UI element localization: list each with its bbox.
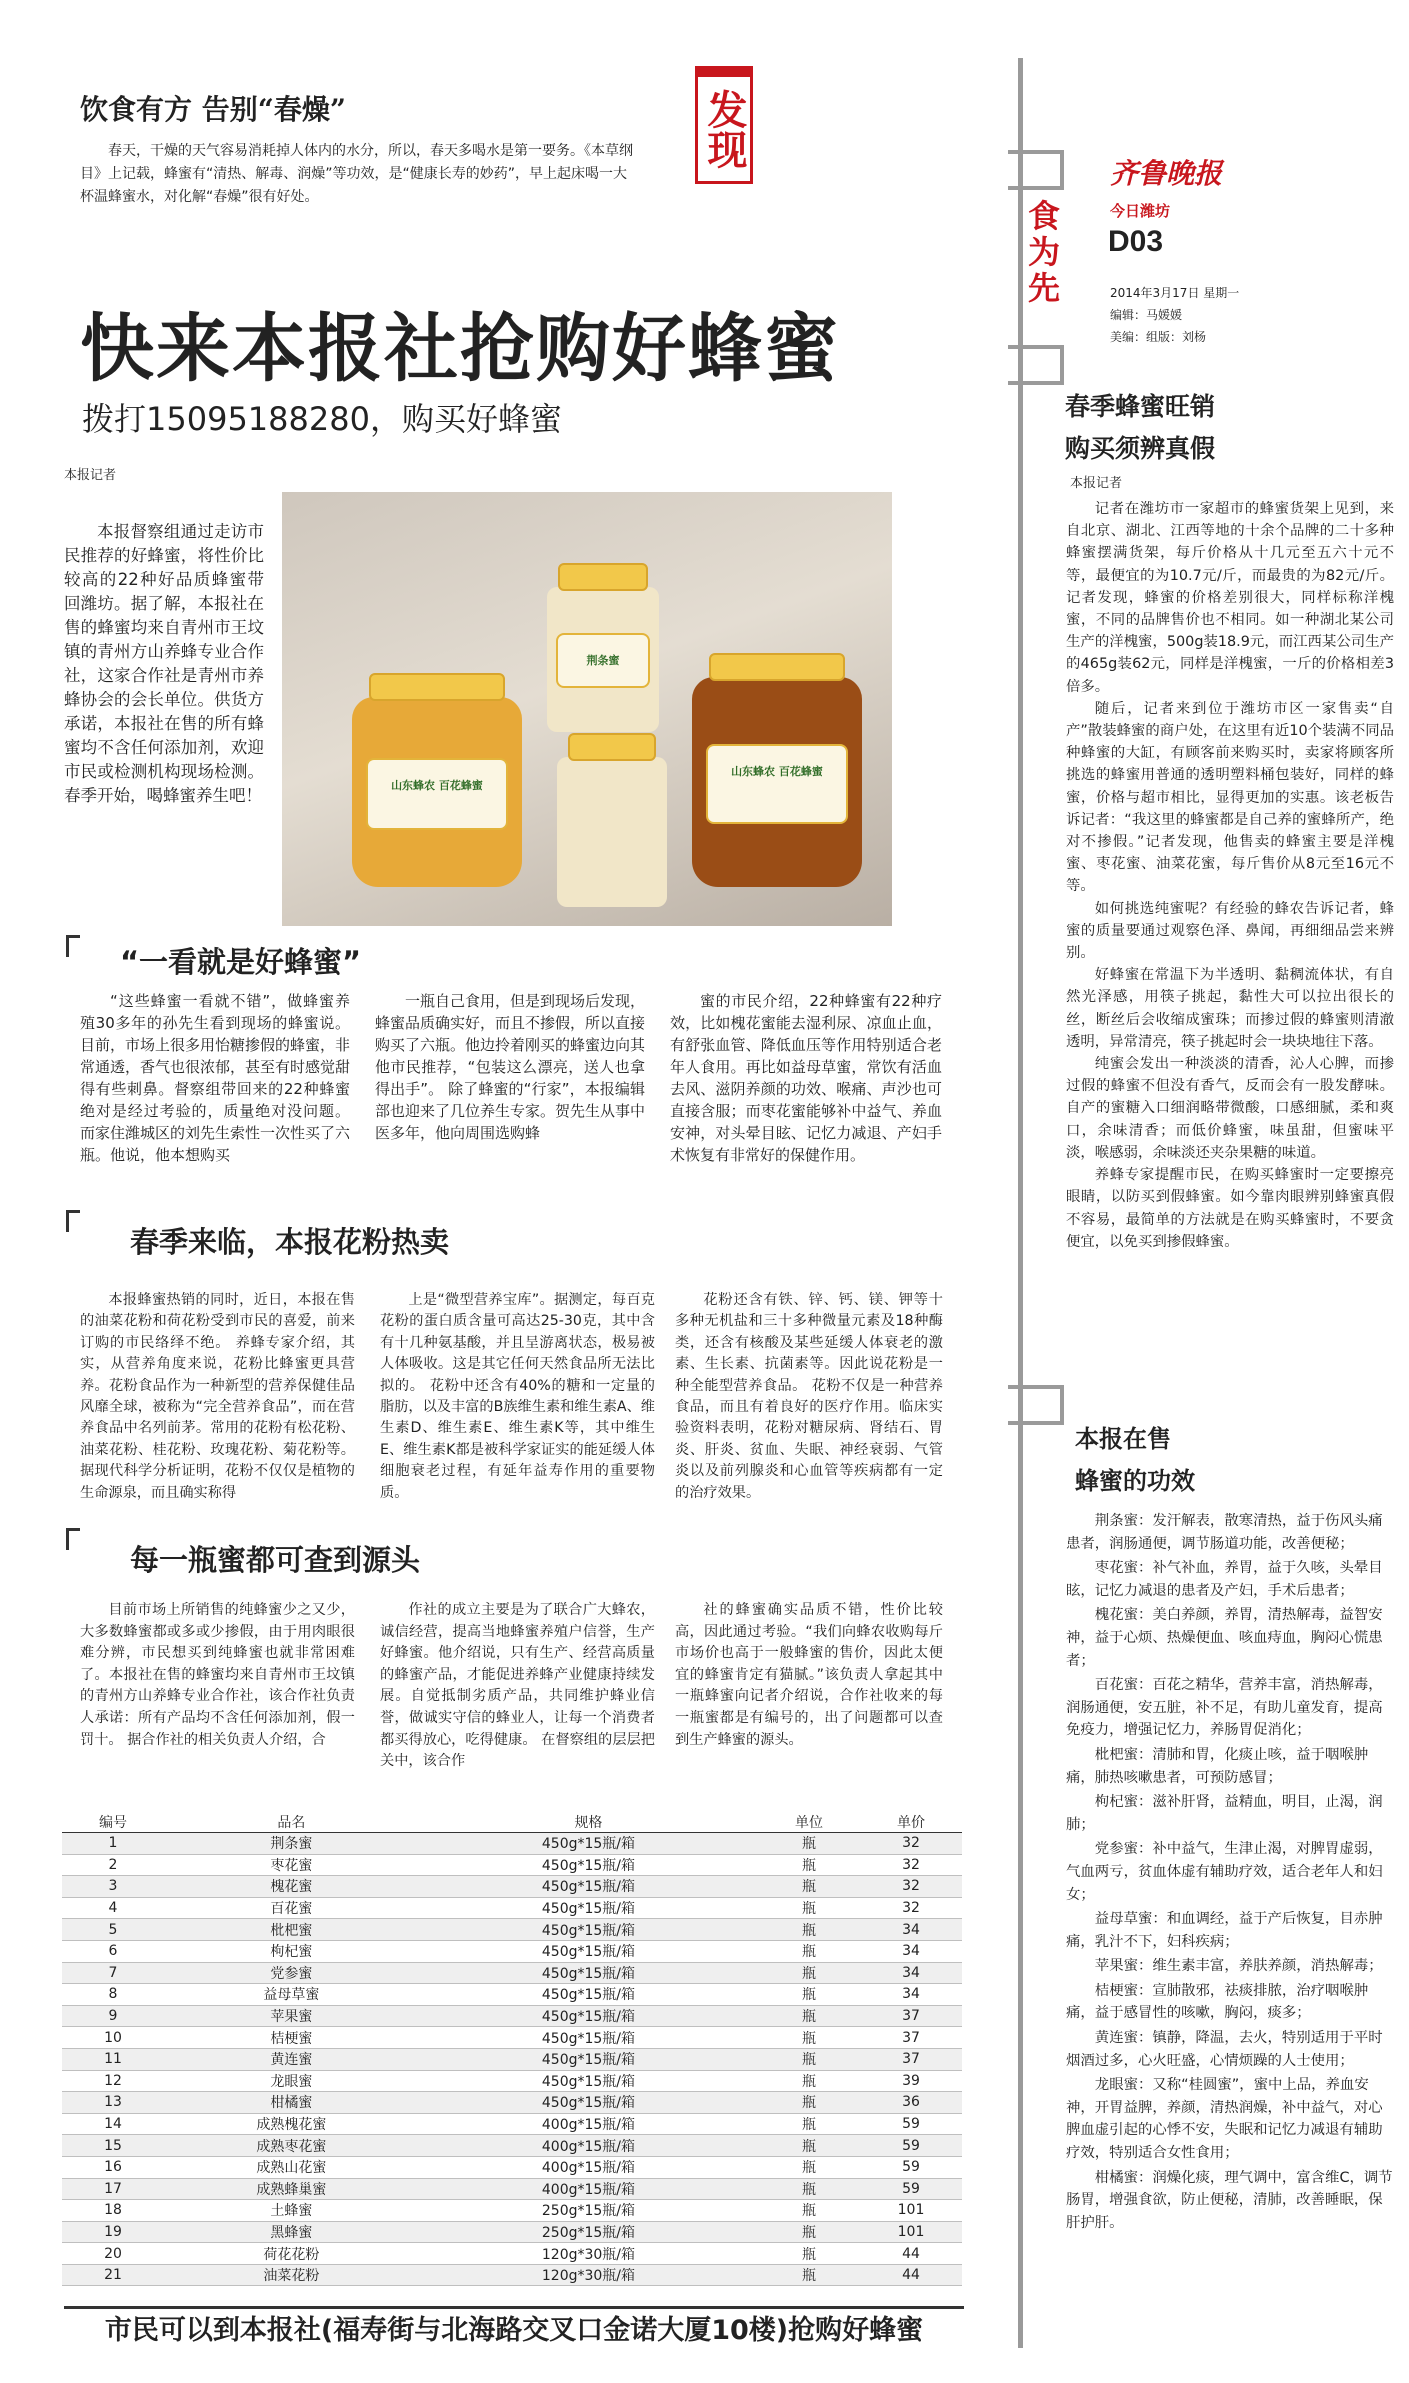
table-cell: 瓶 [758,1833,860,1855]
table-body [62,1833,962,2286]
section-col: 作社的成立主要是为了联合广大蜂农，诚信经营，提高当地蜂蜜养殖户信誉，生产好蜂蜜。他介绍说，只有生产、经营高质量的蜂蜜产品，才能促进养蜂产业健康持续发展。自觉抵制劣质产品，共同维护蜂业信誉，做诚实守信的蜂业人，让每一个消费者都买得放心，吃得健康。 在督察组的层层把关中，该合作 [380,1602,655,1770]
section-vertical-title: 食为先 [1027,197,1060,307]
table-cell: 龙眼蜜 [164,2070,419,2092]
table-cell: 400g*15瓶/箱 [419,2178,758,2200]
section-col: 花粉还含有铁、锌、钙、镁、钾等十多种无机盐和三十多种微量元素及18种酶类，还含有核酸及某些延缓人体衰老的激素、生长素、抗菌素等。因此说花粉是一种全能型营养食品。 花粉不仅是一种营养食品，而且有着良好的医疗作用。临床实验资料表明，花粉对糖尿病、肾结石、胃炎、肝炎、贫血、失眠、神经衰弱、气管炎以及前列腺炎和心血管等疾病都有一定的治疗效果。 [675,1292,943,1501]
table-row [62,2221,962,2243]
table-cell: 15 [62,2135,164,2157]
col-header: 品名 [164,1812,419,1833]
table-cell: 槐花蜜 [164,1876,419,1898]
section-bracket [66,1210,80,1232]
effect-item: 苹果蜜：维生素丰富，养肤养颜，消热解毒； [1094,1958,1383,1975]
table-cell: 益母草蜜 [164,1984,419,2006]
effect-item: 枇杷蜜：清肺和胃，化痰止咳，益于咽喉肿痛，肺热咳嗽患者，可预防感冒； [1066,1746,1369,1786]
section-bracket [66,935,80,957]
table-cell: 瓶 [758,2005,860,2027]
table-cell: 瓶 [758,2200,860,2222]
table-row [62,1833,962,1855]
table-cell: 36 [860,2092,962,2114]
table-cell: 瓶 [758,2156,860,2178]
section-col: 一瓶自己食用，但是到现场后发现，蜂蜜品质确实好，而且不掺假，所以直接购买了六瓶。他边拎着刚买的蜂蜜边向其他市民推荐，“包装这么漂亮，送人也拿得出手”。 除了蜂蜜的“行家”，本报编辑部也迎来了几位养生专家。贺先生从事中医多年，他向周围选购蜂 [375,992,646,1142]
table-cell: 瓶 [758,2178,860,2200]
table-cell: 土蜂蜜 [164,2200,419,2222]
honey-jar [547,587,659,732]
table-row [62,2048,962,2070]
table-row [62,2113,962,2135]
section-col: 蜜的市民介绍，22种蜂蜜有22种疗效，比如槐花蜜能去湿利尿、凉血止血，有舒张血管、降低血压等作用特别适合老年人食用。再比如益母草蜜，常饮有活血去风、滋阴养颜的功效、喉痛、声沙也可直接含服；而枣花蜜能够补中益气、养血安神，对头晕目眩、记忆力减退、产妇手术恢复有非常好的保健作用。 [670,992,942,1164]
right-title-line: 春季蜂蜜旺销 [1065,392,1216,421]
table-cell: 37 [860,2027,962,2049]
table-cell: 34 [860,1962,962,1984]
table-cell: 400g*15瓶/箱 [419,2113,758,2135]
section-title: 每一瓶蜜都可查到源头 [130,1543,421,1577]
table-cell: 120g*30瓶/箱 [419,2243,758,2265]
honey-jar [557,757,667,907]
table-cell: 瓶 [758,1897,860,1919]
effect-item: 枸杞蜜：滋补肝肾，益精血，明目，止渴，润肺； [1066,1794,1383,1833]
jar-lid [568,733,656,761]
headline: 快来本报社抢购好蜂蜜 [80,306,840,392]
table-row [62,1876,962,1898]
effects-title [1075,1418,1195,1502]
honey-jar [352,697,522,887]
table-cell: 12 [62,2070,164,2092]
table-cell: 450g*15瓶/箱 [419,1854,758,1876]
table-cell: 苹果蜜 [164,2005,419,2027]
table-cell: 柑橘蜜 [164,2092,419,2114]
right-title-line: 购买须辨真假 [1065,434,1216,463]
frame-line [1018,58,1023,2348]
table-cell: 百花蜜 [164,1897,419,1919]
banner-title: 饮食有方 告别“春燥” [80,93,346,126]
masthead-meta [1110,282,1239,348]
section-col: 社的蜂蜜确实品质不错，性价比较高，因此通过考验。“我们向蜂农收购每斤市场价也高于一般蜂蜜的售价，因此太便宜的蜂蜜肯定有猫腻。”该负责人拿起其中一瓶蜂蜜向记者介绍说，合作社收来的每一瓶蜜都是有编号的，出了问题都可以查到生产蜂蜜的源头。 [675,1602,943,1748]
table-cell: 枣花蜜 [164,1854,419,1876]
table-cell: 瓶 [758,2135,860,2157]
right-paragraph: 纯蜜会发出一种淡淡的清香，沁人心脾，而掺过假的蜂蜜不但没有香气，反而会有一股发酵味。自产的蜜糖入口细润略带微酸，口感细腻，柔和爽口，余味清香；而低价蜂蜜，味虽甜，但蜜味平淡，喉感弱，余味淡还夹杂果糖的味道。 [1066,1056,1394,1161]
table-cell: 3 [62,1876,164,1898]
table-row [62,2156,962,2178]
table-cell: 17 [62,2178,164,2200]
frame-ornament [1008,150,1064,190]
table-cell: 450g*15瓶/箱 [419,1962,758,1984]
section-bracket [66,1528,80,1550]
table-cell: 14 [62,2113,164,2135]
table-cell: 瓶 [758,1876,860,1898]
table-row [62,1854,962,1876]
issue-date: 2014年3月17日 星期一 [1110,286,1240,300]
table-cell: 成熟槐花蜜 [164,2113,419,2135]
table-cell: 400g*15瓶/箱 [419,2156,758,2178]
table-cell: 瓶 [758,2092,860,2114]
table-cell: 瓶 [758,1984,860,2006]
table-cell: 450g*15瓶/箱 [419,1919,758,1941]
table-cell: 瓶 [758,2243,860,2265]
table-cell: 6 [62,1940,164,1962]
right-paragraph: 随后，记者来到位于潍坊市区一家售卖“自产”散装蜂蜜的商户处，在这里有近10个装满不同品种蜂蜜的大缸，有顾客前来购买时，卖家将顾客所挑选的蜂蜜用普通的透明塑料桶包装好，同样的蜂蜜，价格与超市相比，显得更加的实惠。该老板告诉记者：“我这里的蜂蜜都是自己养的蜜蜂所产，绝对不掺假。”记者发现，他售卖的蜂蜜主要是洋槐蜜、枣花蜜、油菜花蜜，每斤售价从8元至16元不等。 [1066,700,1394,895]
effect-item: 黄连蜜：镇静，降温，去火，特别适用于平时烟酒过多，心火旺盛，心情烦躁的人士使用； [1066,2030,1383,2069]
table-cell: 10 [62,2027,164,2049]
table-row [62,1940,962,1962]
table-row [62,2200,962,2222]
honey-jars-photo [282,492,892,926]
banner-text: 春天，干燥的天气容易消耗掉人体内的水分，所以，春天多喝水是第一要务。《本草纲目》上记载，蜂蜜有“清热、解毒、润燥”等功效，是“健康长寿的妙药”，早上起床喝一大杯温蜂蜜水，对化解“春燥”很有好处。 [80,143,633,205]
right-paragraph: 好蜂蜜在常温下为半透明、黏稠流体状，有自然光泽感，用筷子挑起，黏性大可以拉出很长的丝，断丝后会收缩成蜜珠；而掺过假的蜂蜜则清澈透明，异常清亮，筷子挑起时会一块块地往下落。 [1066,967,1394,1050]
jar-lid [558,563,648,591]
table-row [62,2027,962,2049]
jar-label: 山东蜂农 百花蜂蜜 [366,758,509,830]
effect-item: 桔梗蜜：宣肺散邪，祛痰排脓，治疗咽喉肿痛，益于感冒性的咳嗽，胸闷，痰多； [1066,1982,1369,2022]
table-cell: 59 [860,2113,962,2135]
col-header: 规格 [419,1812,758,1833]
effect-item: 党参蜜：补中益气，生津止渴，对脾胃虚弱，气血两亏，贫血体虚有辅助疗效，适合老年人和妇女； [1066,1841,1383,1903]
table-cell: 32 [860,1854,962,1876]
table-header-row [62,1812,962,1833]
table-cell: 11 [62,2048,164,2070]
table-cell: 250g*15瓶/箱 [419,2221,758,2243]
col-header: 编号 [62,1812,164,1833]
table-cell: 450g*15瓶/箱 [419,2027,758,2049]
table-cell: 18 [62,2200,164,2222]
table-cell: 7 [62,1962,164,1984]
effects-list [1066,1510,1394,2236]
frame-ornament [1008,345,1064,385]
effects-title-line: 蜂蜜的功效 [1075,1467,1195,1495]
section-col: 上是“微型营养宝库”。据测定，每百克花粉的蛋白质含量可高达25-30克，其中含有十几种氨基酸，并且呈游离状态，极易被人体吸收。这是其它任何天然食品所无法比拟的。 花粉中还含有40%的糖和一定量的脂肪，以及丰富的B族维生素和维生素A、维生素D、维生素E、维生素K等，其中维生E、维生素K都是被科学家证实的能延缓人体细胞衰老过程，有延年益寿作用的重要物质。 [380,1292,655,1501]
effect-item: 龙眼蜜：又称“桂圆蜜”，蜜中上品，养血安神，开胃益脾，养颜，清热润燥，补中益气，对心脾血虚引起的心悸不安，失眠和记忆力减退有辅助疗效，特别适合女性食用； [1066,2077,1383,2162]
honey-jar [692,677,862,887]
table-cell: 59 [860,2178,962,2200]
effect-item: 荆条蜜：发汗解表，散寒清热，益于伤风头痛患者，润肠通便，调节肠道功能，改善便秘； [1066,1513,1383,1552]
table-cell: 450g*15瓶/箱 [419,2005,758,2027]
price-table [62,1812,962,2286]
table-cell: 450g*15瓶/箱 [419,1897,758,1919]
table-cell: 油菜花粉 [164,2264,419,2286]
table-cell: 8 [62,1984,164,2006]
table-cell: 21 [62,2264,164,2286]
table-cell: 成熟蜂巢蜜 [164,2178,419,2200]
table-cell: 32 [860,1833,962,1855]
col-header: 单位 [758,1812,860,1833]
table-cell: 450g*15瓶/箱 [419,1984,758,2006]
table-row [62,1897,962,1919]
table-cell: 44 [860,2243,962,2265]
table-row [62,2005,962,2027]
section-col: 本报蜂蜜热销的同时，近日，本报在售的油菜花粉和荷花粉受到市民的喜爱，前来订购的市民络绎不绝。 养蜂专家介绍，其实，从营养角度来说，花粉比蜂蜜更具营养。花粉食品作为一种新型的营养保健佳品风靡全球，被称为“完全营养食品”，而在营养食品中名列前茅。常用的花粉有松花粉、油菜花粉、桂花粉、玫瑰花粉、菊花粉等。据现代科学分析证明，花粉不仅仅是植物的生命源泉，而且确实称得 [80,1292,355,1501]
table-cell: 瓶 [758,2048,860,2070]
col-header: 单价 [860,1812,962,1833]
intro-paragraph: 本报督察组通过走访市民推荐的好蜂蜜，将性价比较高的22种好品质蜂蜜带回潍坊。据了解，本报社在售的蜂蜜均来自青州市王坟镇的青州方山养蜂专业合作社，这家合作社是青州市养蜂协会的会长单位。供货方承诺，本报社在售的所有蜂蜜均不含任何添加剂，欢迎市民或检测机构现场检测。春季开始，喝蜂蜜养生吧！ [64,522,264,805]
table-cell: 2 [62,1854,164,1876]
edition-name: 今日潍坊 [1110,202,1171,220]
table-row [62,2264,962,2286]
table-row [62,2092,962,2114]
page-number: D03 [1108,225,1164,258]
table-cell: 20 [62,2243,164,2265]
table-cell: 瓶 [758,2070,860,2092]
table-cell: 34 [860,1919,962,1941]
table-row [62,2178,962,2200]
right-paragraph: 养蜂专家提醒市民，在购买蜂蜜时一定要擦亮眼睛，以防买到假蜂蜜。如今靠肉眼辨别蜂蜜真假不容易，最简单的方法就是在购买蜂蜜时，不要贪便宜，以免买到掺假蜂蜜。 [1066,1167,1394,1250]
right-body [1066,498,1394,1253]
table-cell: 1 [62,1833,164,1855]
table-cell: 5 [62,1919,164,1941]
effect-item: 柑橘蜜：润燥化痰，理气调中，富含维C，调节肠胃，增强食欲，防止便秘，清肺，改善睡眠，保肝护肝。 [1066,2169,1393,2231]
table-cell: 荷花花粉 [164,2243,419,2265]
table-cell: 桔梗蜜 [164,2027,419,2049]
section-col: “这些蜂蜜一看就不错”，做蜂蜜养殖30多年的孙先生看到现场的蜂蜜说。目前，市场上很多用怡糖掺假的蜂蜜，非常通透，香气也很浓郁，甚至有时感觉甜得有些刺鼻。督察组带回来的22种蜂蜜绝对是经过考验的，质量绝对没问题。 而家住潍城区的刘先生索性一次性买了六瓶。他说，他本想购买 [80,992,351,1164]
table-cell: 19 [62,2221,164,2243]
jar-label: 山东蜂农 百花蜂蜜 [706,744,849,824]
jar-lid [709,653,845,681]
table-row [62,1962,962,1984]
table-cell: 39 [860,2070,962,2092]
table-row [62,1919,962,1941]
right-paragraph: 如何挑选纯蜜呢？有经验的蜂农告诉记者，蜂蜜的质量要通过观察色泽、鼻闻，再细细品尝来辨别。 [1066,900,1394,962]
table-cell: 13 [62,2092,164,2114]
table-cell: 101 [860,2200,962,2222]
right-paragraph: 记者在潍坊市一家超市的蜂蜜货架上见到，来自北京、湖北、江西等地的十余个品牌的二十多种蜂蜜摆满货架，每斤价格从十几元至五六十元不等，最便宜的为10.7元/斤，而最贵的为82元/斤。记者发现，蜂蜜的价格差别很大，同样标称洋槐蜜，不同的品牌售价也不相同。如一种湖北某公司生产的洋槐蜜，500g装18.9元，而江西某公司生产的465g装62元，同样是洋槐蜜，一斤的价格相差3倍多。 [1066,501,1394,695]
editor-credit: 编辑：马媛媛 [1110,308,1183,322]
table-cell: 34 [860,1984,962,2006]
table-row [62,2135,962,2157]
table-cell: 59 [860,2156,962,2178]
table-cell: 34 [860,1940,962,1962]
table-cell: 450g*15瓶/箱 [419,2048,758,2070]
table-cell: 37 [860,2005,962,2027]
table-cell: 44 [860,2264,962,2286]
table-row [62,1984,962,2006]
bottom-banner: 市民可以到本报社(福寿街与北海路交叉口金诺大厦10楼)抢购好蜂蜜 [64,2306,964,2350]
jar-label: 荆条蜜 [556,633,650,688]
table-cell: 450g*15瓶/箱 [419,1833,758,1855]
table-cell: 瓶 [758,2027,860,2049]
table-cell: 101 [860,2221,962,2243]
table-cell: 黑蜂蜜 [164,2221,419,2243]
effects-title-line: 本报在售 [1075,1425,1171,1453]
table-cell: 450g*15瓶/箱 [419,2070,758,2092]
table-cell: 黄连蜜 [164,2048,419,2070]
section-title: “一看就是好蜂蜜” [120,945,362,979]
table-cell: 120g*30瓶/箱 [419,2264,758,2286]
table-row [62,2070,962,2092]
table-cell: 瓶 [758,1940,860,1962]
effect-item: 百花蜜：百花之精华，营养丰富，消热解毒，润肠通便，安五脏，补不足，有助儿童发育，提高免疫力，增强记忆力，养肠胃促消化； [1066,1677,1383,1739]
effect-item: 槐花蜜：美白养颜，养胃，清热解毒，益智安神，益于心烦、热燥便血、咳血痔血，胸闷心慌患者； [1066,1607,1383,1669]
effect-item: 益母草蜜：和血调经，益于产后恢复，目赤肿痛，乳汁不下，妇科疾病； [1066,1911,1383,1950]
frame-ornament [1008,1385,1064,1425]
faxian-stamp [695,66,753,184]
table-cell: 枇杷蜜 [164,1919,419,1941]
table-cell: 成熟山花蜜 [164,2156,419,2178]
table-cell: 400g*15瓶/箱 [419,2135,758,2157]
right-title [1065,386,1215,470]
table-cell: 4 [62,1897,164,1919]
byline: 本报记者 [64,468,117,483]
table-cell: 瓶 [758,1919,860,1941]
table-row [62,2243,962,2265]
table-cell: 荆条蜜 [164,1833,419,1855]
table-cell: 450g*15瓶/箱 [419,2092,758,2114]
subheadline: 拨打15095188280，购买好蜂蜜 [82,400,562,438]
section-col: 目前市场上所销售的纯蜂蜜少之又少，大多数蜂蜜都或多或少掺假，由于用肉眼很难分辨，市民想买到纯蜂蜜也就非常困难了。本报社在售的蜂蜜均来自青州市王坟镇的青州方山养蜂专业合作社，该合作社负责人承诺：所有产品均不含任何添加剂，假一罚十。 据合作社的相关负责人介绍，合 [80,1602,355,1748]
right-byline: 本报记者 [1070,476,1123,491]
table-cell: 瓶 [758,1854,860,1876]
table-cell: 32 [860,1897,962,1919]
table-cell: 37 [860,2048,962,2070]
table-cell: 成熟枣花蜜 [164,2135,419,2157]
table-cell: 450g*15瓶/箱 [419,1876,758,1898]
stamp-text: 发现 [701,89,747,169]
table-cell: 党参蜜 [164,1962,419,1984]
table-cell: 瓶 [758,2264,860,2286]
stamp-bar-top [698,69,750,77]
table-cell: 32 [860,1876,962,1898]
table-cell: 59 [860,2135,962,2157]
table-cell: 瓶 [758,2221,860,2243]
table-cell: 450g*15瓶/箱 [419,1940,758,1962]
table-cell: 9 [62,2005,164,2027]
table-cell: 瓶 [758,2113,860,2135]
jar-lid [369,673,505,701]
table-cell: 瓶 [758,1962,860,1984]
design-credit: 美编：组版：刘杨 [1110,330,1207,344]
table-cell: 枸杞蜜 [164,1940,419,1962]
table-cell: 250g*15瓶/箱 [419,2200,758,2222]
table-cell: 16 [62,2156,164,2178]
newspaper-logo: 齐鲁晚报 [1110,157,1223,190]
effect-item: 枣花蜜：补气补血，养胃，益于久咳，头晕目眩，记忆力减退的患者及产妇，手术后患者； [1066,1560,1383,1599]
section-title: 春季来临，本报花粉热卖 [130,1225,450,1259]
